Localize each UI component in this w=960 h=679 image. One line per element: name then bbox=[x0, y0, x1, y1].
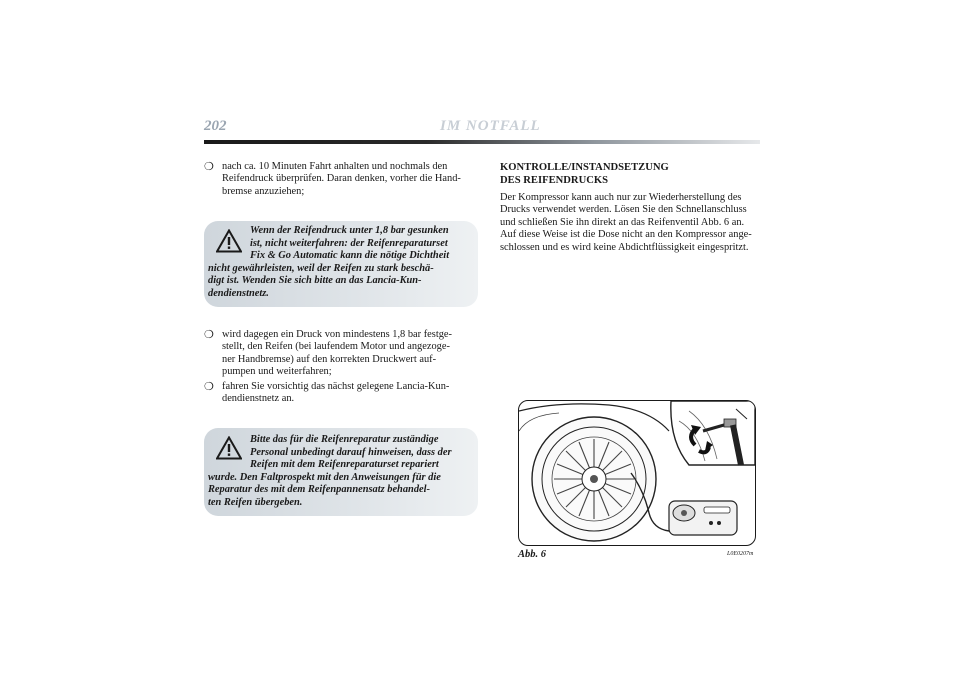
header-rule bbox=[204, 140, 760, 144]
text-line: Reifen mit dem Reifenreparaturset repariert bbox=[250, 459, 439, 470]
text-line: dendienstnetz an. bbox=[222, 393, 295, 405]
text-line: wird dagegen ein Druck von mindestens 1,8 bar festge- bbox=[222, 329, 452, 340]
text-line: ten Reifen übergeben. bbox=[208, 496, 303, 508]
bullet-mark-icon: ❍ bbox=[204, 381, 214, 393]
text-line: ist, nicht weiterfahren: der Reifenreparaturset bbox=[250, 237, 448, 249]
bullet-mark-icon: ❍ bbox=[204, 329, 214, 341]
bullet-item bbox=[204, 381, 476, 406]
section-title: IM NOTFALL bbox=[440, 118, 541, 134]
text-line: digt ist. Wenden Sie sich bitte an das Lancia-Kun- bbox=[208, 275, 422, 286]
tire-compressor-illustration bbox=[519, 401, 755, 545]
text-line: schlossen und es wird keine Abdichtflüssigkeit eingespritzt. bbox=[500, 241, 749, 253]
text-line: Drucks verwendet werden. Lösen Sie den Schnellanschluss bbox=[500, 204, 747, 216]
text-line: pumpen und weiterfahren; bbox=[222, 366, 332, 378]
text-line: Fix & Go Automatic kann die nötige Dichtheit bbox=[250, 250, 450, 261]
text-line: ner Handbremse) auf den korrekten Druckwert auf- bbox=[222, 353, 437, 365]
warning-box bbox=[204, 221, 478, 307]
warning-triangle-icon bbox=[216, 229, 242, 253]
bullet-item bbox=[204, 161, 476, 198]
text-line: nicht gewährleisten, weil der Reifen zu stark beschä- bbox=[208, 262, 434, 274]
figure-caption: Abb. 6 bbox=[518, 549, 547, 560]
text-line: Reifendruck überprüfen. Daran denken, vorher die Hand- bbox=[222, 173, 461, 185]
section-heading bbox=[500, 162, 669, 187]
warning-box bbox=[204, 428, 478, 516]
bullet-text bbox=[204, 161, 476, 198]
text-line: stellt, den Reifen (bei laufendem Motor und angezoge- bbox=[222, 341, 450, 353]
text-line: und schließen Sie ihn direkt an das Reifenventil Abb. 6 an. bbox=[500, 216, 745, 228]
text-line: Wenn der Reifendruck unter 1,8 bar gesunken bbox=[250, 225, 449, 236]
text-line: Der Kompressor kann auch nur zur Wiederherstellung des bbox=[500, 192, 742, 203]
body-paragraph bbox=[500, 192, 758, 254]
bullet-item bbox=[204, 329, 476, 379]
bullet-text bbox=[204, 381, 476, 406]
text-line: nach ca. 10 Minuten Fahrt anhalten und nochmals den bbox=[222, 161, 448, 172]
page-number: 202 bbox=[204, 118, 227, 134]
heading-line: DES REIFENDRUCKS bbox=[500, 174, 609, 186]
text-line: Reparatur des mit dem Reifenpannensatz behandel- bbox=[208, 484, 430, 495]
text-line: dendienstnetz. bbox=[208, 287, 269, 299]
figure-illustration bbox=[518, 400, 756, 546]
text-line: Auf diese Weise ist die Dose nicht an den Kompressor ange- bbox=[500, 229, 752, 241]
text-line: Bitte das für die Reifenreparatur zuständige bbox=[250, 434, 439, 445]
text-line: bremse anzuziehen; bbox=[222, 185, 305, 197]
bullet-mark-icon: ❍ bbox=[204, 161, 214, 173]
bullet-text bbox=[204, 329, 476, 379]
warning-triangle-icon bbox=[216, 436, 242, 460]
text-line: fahren Sie vorsichtig das nächst gelegene Lancia-Kun- bbox=[222, 381, 450, 392]
text-line: wurde. Den Faltprospekt mit den Anweisungen für die bbox=[208, 471, 441, 483]
figure-code: L0E0207m bbox=[727, 551, 754, 557]
text-line: Personal unbedingt darauf hinweisen, dass der bbox=[250, 446, 452, 458]
heading-line: KONTROLLE/INSTANDSETZUNG bbox=[500, 162, 669, 173]
